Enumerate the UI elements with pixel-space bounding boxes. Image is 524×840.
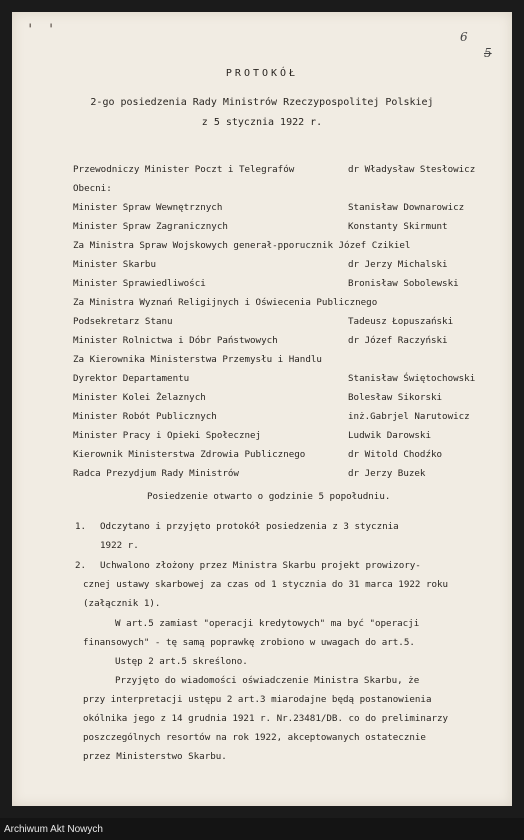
attendee-name: Stanisław Downarowicz: [348, 202, 465, 213]
attendee-name: Tadeusz Łopuszański: [348, 316, 454, 327]
attendee-name: Bolesław Sikorski: [348, 392, 443, 403]
paragraph-line: Ustęp 2 art.5 skreślono.: [115, 656, 248, 667]
archive-name: Archiwum Akt Nowych: [4, 824, 103, 835]
document-subtitle: 2-go posiedzenia Rady Ministrów Rzeczypospolitej Polskiej: [90, 97, 434, 108]
archive-footer: [0, 818, 524, 840]
page-number-crossed: 5: [484, 46, 492, 60]
item-text-line: Uchwalono złożony przez Ministra Skarbu projekt prowizory-: [100, 560, 421, 571]
attendee-name: Stanisław Świętochowski: [348, 373, 476, 384]
attendee-role: Za Kierownika Ministerstwa Przemysłu i Handlu: [73, 354, 322, 365]
attendee-name: inż.Gabrjel Narutowicz: [348, 411, 470, 422]
item-number: 2.: [75, 560, 87, 571]
item-text-line: 1922 r.: [100, 540, 139, 551]
paragraph-line: przy interpretacji ustępu 2 art.3 miarodajne będą postanowienia: [83, 694, 432, 705]
present-label: Obecni:: [73, 183, 112, 194]
attendee-role: Radca Prezydjum Rady Ministrów: [73, 468, 239, 479]
opening-line: Posiedzenie otwarto o godzinie 5 popołudniu.: [147, 491, 391, 502]
paragraph-line: Przyjęto do wiadomości oświadczenie Ministra Skarbu, że: [115, 675, 420, 686]
document-date: z 5 stycznia 1922 r.: [201, 117, 323, 128]
item-text-line: (załącznik 1).: [83, 598, 161, 609]
paragraph-line: okólnika jego z 14 grudnia 1921 r. Nr.23481/DB. co do preliminarzy: [83, 713, 449, 724]
attendee-name: dr Witold Chodźko: [348, 449, 443, 460]
document-title: PROTOKÓŁ: [225, 68, 299, 79]
attendee-role: Za Ministra Wyznań Religijnych i Oświecenia Publicznego: [73, 297, 378, 308]
chair-role: Przewodniczy Minister Poczt i Telegrafów: [73, 164, 295, 175]
attendee-role: Minister Rolnictwa i Dóbr Państwowych: [73, 335, 278, 346]
attendee-role: Podsekretarz Stanu: [73, 316, 173, 327]
paragraph-line: poszczególnych resortów na rok 1922, akceptowanych ostatecznie: [83, 732, 426, 743]
chair-name: dr Władysław Stesłowicz: [348, 164, 476, 175]
attendee-name: Bronisław Sobolewski: [348, 278, 459, 289]
corner-marks: ' ': [26, 22, 58, 38]
item-number: 1.: [75, 521, 87, 532]
item-text-line: cznej ustawy skarbowej za czas od 1 stycznia do 31 marca 1922 roku: [83, 579, 449, 590]
paragraph-line: finansowych" - tę samą poprawkę zrobiono w uwagach do art.5.: [83, 637, 415, 648]
attendee-name: Konstanty Skirmunt: [348, 221, 448, 232]
attendee-role: Minister Kolei Żelaznych: [73, 392, 206, 403]
attendee-name: dr Józef Raczyński: [348, 335, 448, 346]
paragraph-line: W art.5 zamiast "operacji kredytowych" ma być "operacji: [115, 618, 420, 629]
document-page: [12, 12, 512, 806]
attendee-role: Dyrektor Departamentu: [73, 373, 190, 384]
paragraph-line: przez Ministerstwo Skarbu.: [83, 751, 227, 762]
attendee-name: Ludwik Darowski: [348, 430, 431, 441]
attendee-role: Minister Skarbu: [73, 259, 156, 270]
attendee-name: dr Jerzy Michalski: [348, 259, 448, 270]
attendee-role: Minister Spraw Wewnętrznych: [73, 202, 223, 213]
attendee-role: Kierownik Ministerstwa Zdrowia Publicznego: [73, 449, 306, 460]
attendee-role: Za Ministra Spraw Wojskowych generał-pporucznik Józef Czikiel: [73, 240, 411, 251]
attendee-role: Minister Robót Publicznych: [73, 411, 217, 422]
page-number-handwritten: 6: [460, 30, 468, 44]
attendee-role: Minister Spraw Zagranicznych: [73, 221, 228, 232]
attendee-role: Minister Sprawiedliwości: [73, 278, 206, 289]
attendee-role: Minister Pracy i Opieki Społecznej: [73, 430, 262, 441]
attendee-name: dr Jerzy Buzek: [348, 468, 426, 479]
item-text-line: Odczytano i przyjęto protokół posiedzenia z 3 stycznia: [100, 521, 399, 532]
